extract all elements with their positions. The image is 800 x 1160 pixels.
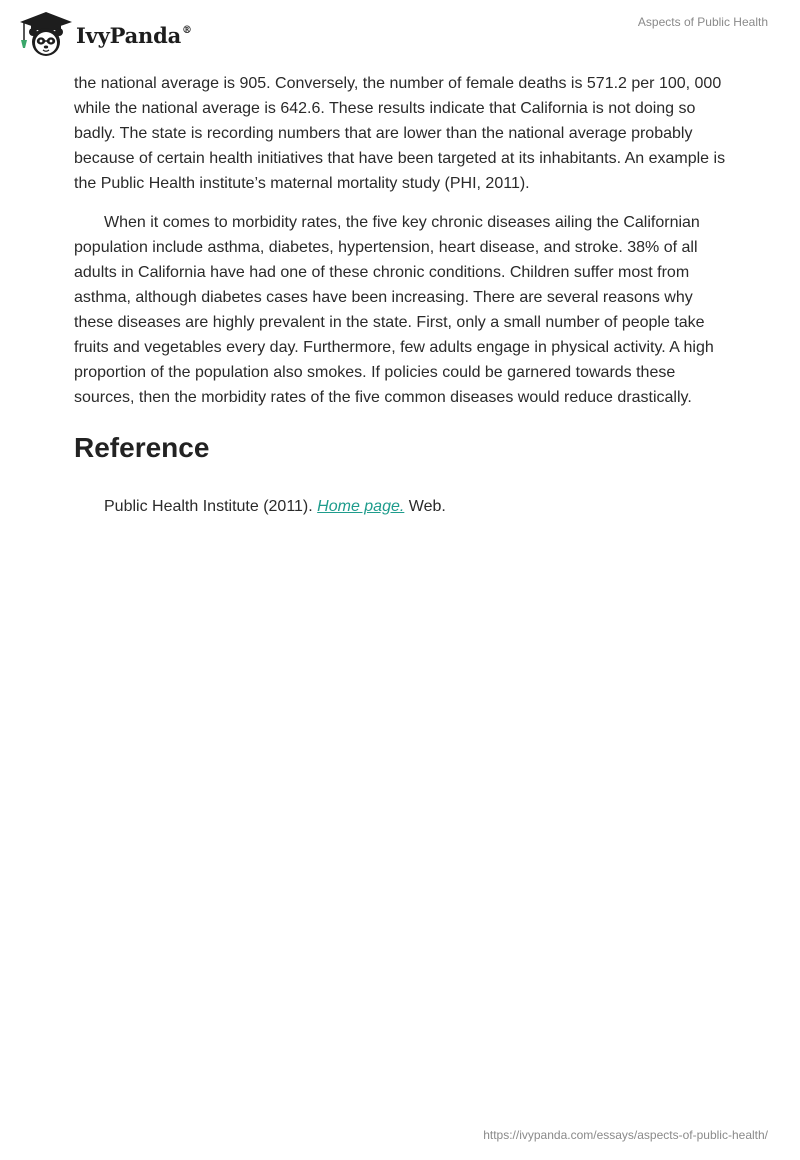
reference-entry bbox=[74, 494, 734, 519]
footer-url: https://ivypanda.com/essays/aspects-of-public-health/ bbox=[483, 1128, 768, 1142]
page-header bbox=[0, 0, 800, 70]
registered-mark: ® bbox=[182, 24, 192, 36]
reference-heading: Reference bbox=[74, 432, 210, 463]
reference-link[interactable]: Home page. bbox=[317, 498, 405, 515]
ivypanda-logo[interactable] bbox=[14, 8, 192, 58]
body-paragraph-1: the national average is 905. Conversely, the number of female deaths is 571.2 per 100, 000 while the national average is 642.6. These results indicate that California is not doing so badly. The state is recording numbers that are lower than the national average probably because of certain health initiatives that have been targeted at its inhabitants. An example is the Public Health institute’s maternal mortality study (PHI, 2011). bbox=[74, 75, 726, 192]
reference-suffix: Web. bbox=[404, 498, 446, 515]
essay-content bbox=[74, 71, 734, 519]
reference-prefix: Public Health Institute (2011). bbox=[104, 498, 318, 515]
body-paragraph-2: When it comes to morbidity rates, the five key chronic diseases ailing the Californian population include asthma, diabetes, hypertension, heart disease, and stroke. 38% of all adults in California have had one of these chronic conditions. Children suffer most from asthma, although diabetes cases have been increasing. There are several reasons why these diseases are highly prevalent in the state. First, only a small number of people take fruits and vegetables every day. Furthermore, few adults engage in physical activity. A high proportion of the population also smokes. If policies could be garnered towards these sources, then the morbidity rates of the five common diseases would reduce drastically. bbox=[74, 214, 714, 406]
panda-graduation-cap-icon bbox=[14, 8, 74, 58]
document-title: Aspects of Public Health bbox=[637, 15, 768, 29]
logo-wordmark: IvyPanda® bbox=[76, 22, 192, 48]
